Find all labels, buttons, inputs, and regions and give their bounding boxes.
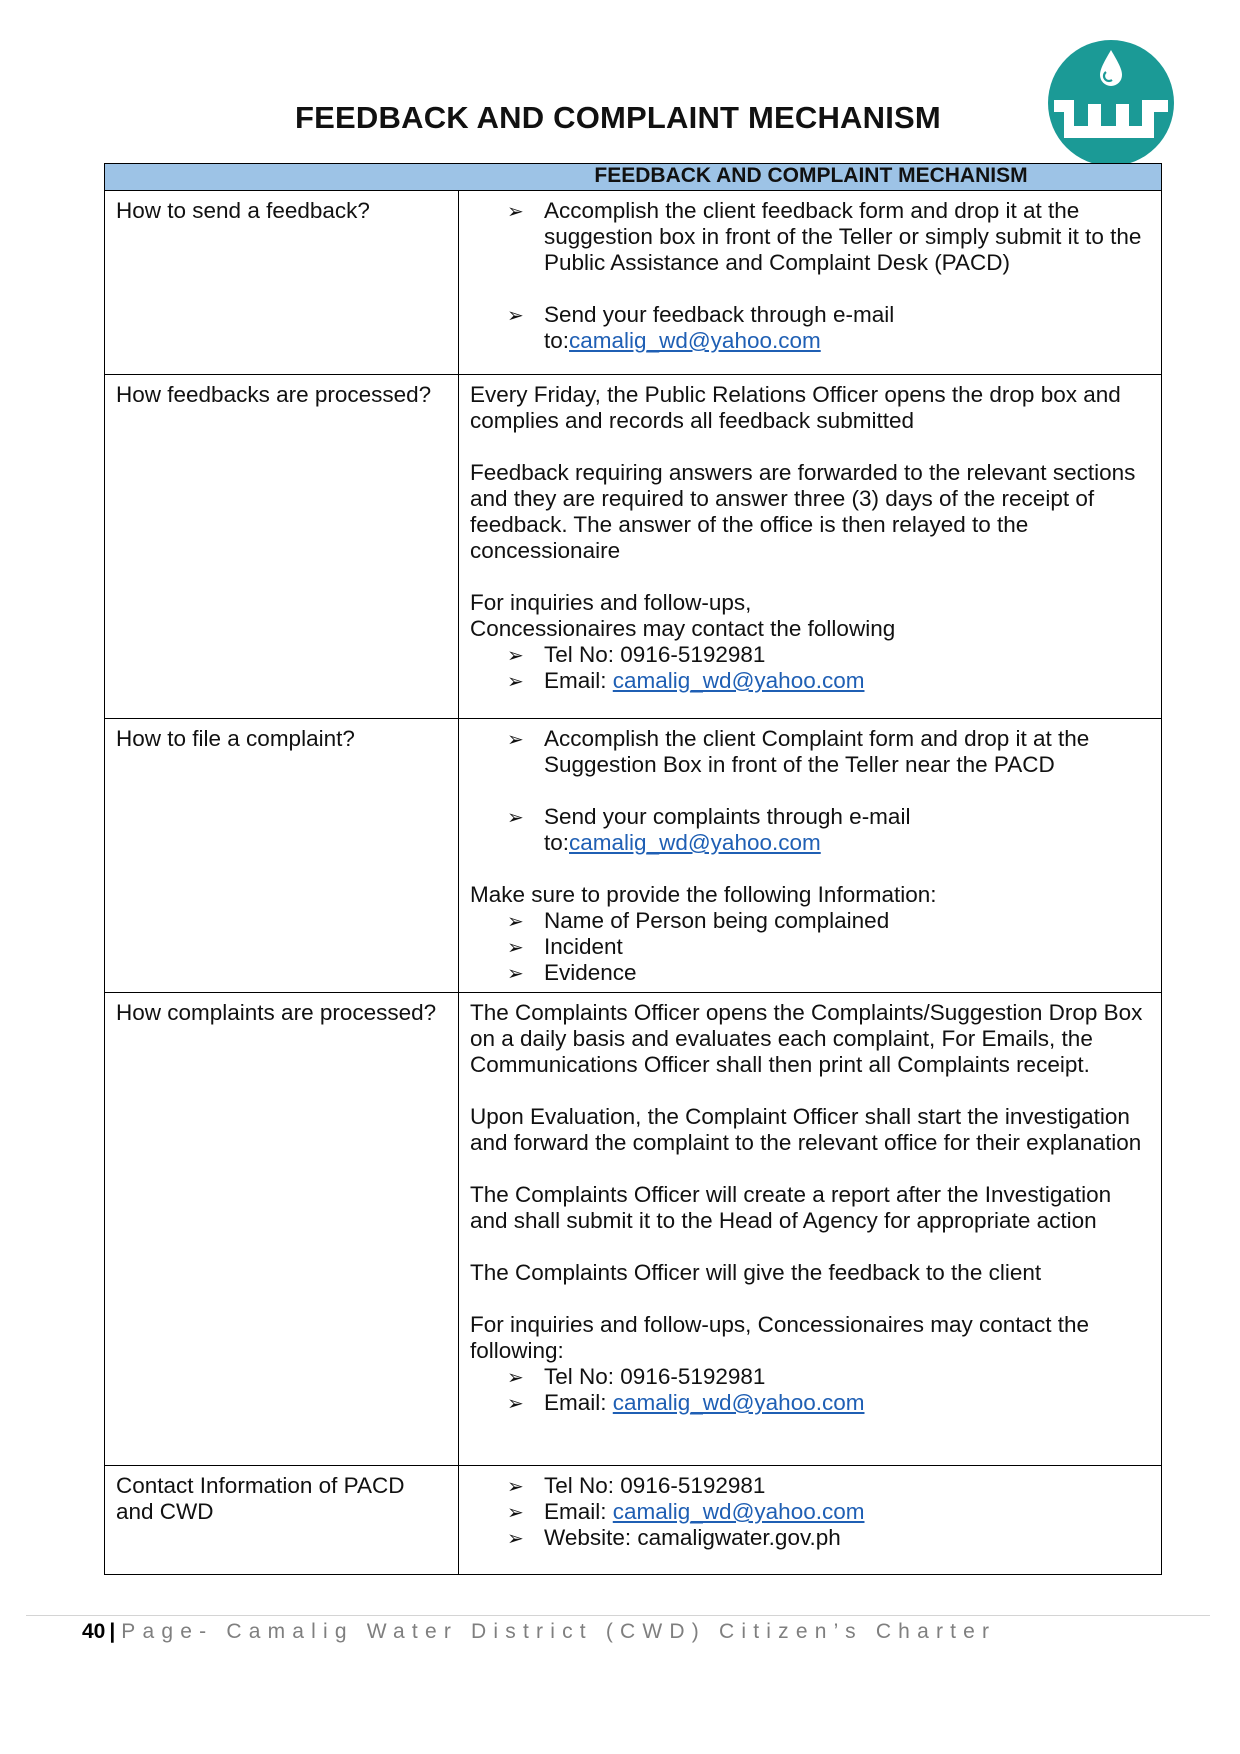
email-link[interactable]: camalig_wd@yahoo.com (612, 668, 865, 693)
question-cell: How to send a feedback? (105, 191, 459, 375)
paragraph: The Complaints Officer opens the Complaints/Suggestion Drop Box on a daily basis and evaluates each complaint, For Emails, the Communications Officer shall then print all Complaints receipt. (470, 1000, 1143, 1077)
table-row (105, 719, 1162, 993)
email-link[interactable]: camalig_wd@yahoo.com (612, 1499, 865, 1524)
table-row (105, 993, 1162, 1466)
bullet-item: ➢ Tel No: 0916-5192981 (470, 1473, 1151, 1499)
feedback-complaint-table (104, 163, 1162, 1575)
paragraph: Make sure to provide the following Information: (470, 882, 937, 907)
answer-cell (459, 1466, 1162, 1575)
paragraph: Concessionaires may contact the following (470, 616, 896, 641)
email-link[interactable]: camalig_wd@yahoo.com (569, 830, 821, 855)
answer-cell (459, 719, 1162, 993)
table-row (105, 191, 1162, 375)
table-row (105, 375, 1162, 719)
email-link[interactable]: camalig_wd@yahoo.com (612, 1390, 865, 1415)
bullet-item: ➢ Incident (470, 934, 1151, 960)
table-row (105, 1466, 1162, 1575)
answer-cell (459, 993, 1162, 1466)
paragraph: The Complaints Officer will give the feedback to the client (470, 1260, 1042, 1285)
footer-text: Page- Camalig Water District (CWD) Citizen’s Charter (121, 1620, 997, 1643)
table-header: FEEDBACK AND COMPLAINT MECHANISM (105, 164, 1162, 191)
bullet-item: ➢ Send your feedback through e-mail to:camalig_wd@yahoo.com (470, 302, 1151, 354)
footer-divider (26, 1615, 1210, 1616)
page-footer (82, 1620, 996, 1644)
question-cell: How feedbacks are processed? (105, 375, 459, 719)
bullet-item: ➢ Evidence (470, 960, 1151, 986)
page-number: 40 (82, 1620, 106, 1643)
bullet-item: ➢ Email: camalig_wd@yahoo.com (470, 668, 1151, 694)
bullet-item: ➢ Tel No: 0916-5192981 (470, 1364, 1151, 1390)
question-cell: How to file a complaint? (105, 719, 459, 993)
cwd-logo-icon (1046, 38, 1176, 168)
bullet-item: ➢ Accomplish the client Complaint form and drop it at the Suggestion Box in front of the Teller near the PACD (470, 726, 1151, 778)
bullet-item: ➢ Email: camalig_wd@yahoo.com (470, 1499, 1151, 1525)
answer-cell (459, 191, 1162, 375)
page-title: FEEDBACK AND COMPLAINT MECHANISM (295, 100, 941, 135)
footer-separator: | (109, 1620, 116, 1643)
bullet-item: ➢ Accomplish the client feedback form and drop it at the suggestion box in front of the Teller or simply submit it to the Public Assistance and Complaint Desk (PACD) (470, 198, 1151, 276)
paragraph: Feedback requiring answers are forwarded to the relevant sections and they are required to answer three (3) days of the receipt of feedback. The answer of the office is then relayed to the concessionaire (470, 460, 1136, 563)
bullet-item: ➢ Send your complaints through e-mail to:camalig_wd@yahoo.com (470, 804, 1151, 856)
paragraph: Every Friday, the Public Relations Officer opens the drop box and complies and records all feedback submitted (470, 382, 1121, 433)
answer-cell (459, 375, 1162, 719)
email-link[interactable]: camalig_wd@yahoo.com (569, 328, 821, 353)
bullet-item: ➢ Website: camaligwater.gov.ph (470, 1525, 1151, 1551)
bullet-item: ➢ Name of Person being complained (470, 908, 1151, 934)
question-cell: How complaints are processed? (105, 993, 459, 1466)
bullet-item: ➢ Tel No: 0916-5192981 (470, 642, 1151, 668)
bullet-item: ➢ Email: camalig_wd@yahoo.com (470, 1390, 1151, 1416)
paragraph: For inquiries and follow-ups, (470, 590, 752, 615)
paragraph: The Complaints Officer will create a report after the Investigation and shall submit it to the Head of Agency for appropriate action (470, 1182, 1112, 1233)
paragraph: Upon Evaluation, the Complaint Officer shall start the investigation and forward the complaint to the relevant office for their explanation (470, 1104, 1142, 1155)
paragraph: For inquiries and follow-ups, Concessionaires may contact the following: (470, 1312, 1090, 1363)
question-cell: Contact Information of PACD and CWD (105, 1466, 459, 1575)
